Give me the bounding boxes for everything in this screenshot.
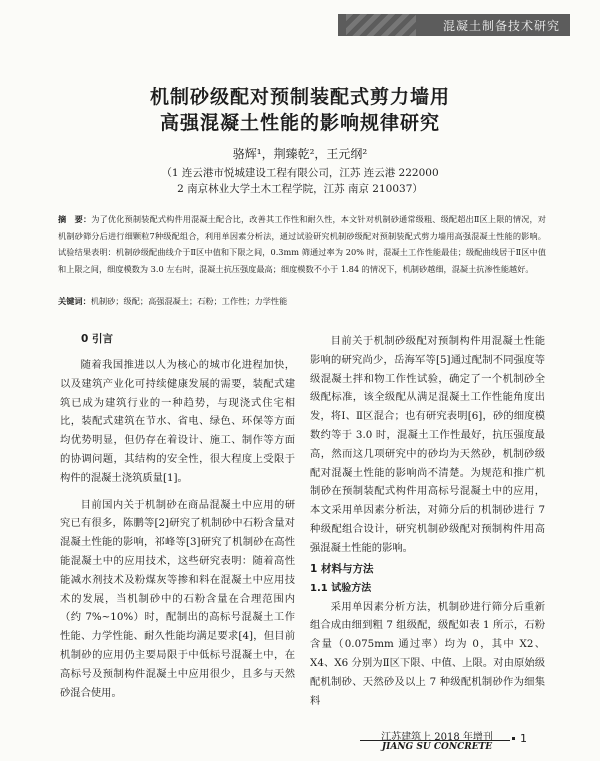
journal-section-label: 混凝土制备技术研究 <box>442 18 560 33</box>
author-list: 骆辉¹，荆臻乾²，王元纲² <box>232 147 368 161</box>
intro-paragraph-3: 目前关于机制砂级配对预制构件用混凝土性能影响的研究尚少，岳海军等[5]通过配制不同强度等级混凝土拌和物工作性试验，确定了一个机制砂全级配标准，该全级配从满足混凝土工作性能角度出发，将Ⅰ、Ⅱ区混合；也有研究表明[6]，砂的细度模数约等于 3.0 时，混凝土工作性最好，抗压强度最高，然而这几项研究中的砂均为天然砂，机制砂级配对混凝土性能的影响尚不清楚。为规范和推广机制砂在预制装配式构件用高标号混凝土中的应用，本文采用单因素分析法，对筛分后的机制砂进行 7 种级配组合设计，研究机制砂级配对预制构件用高强混凝土性能的影响。 <box>310 335 545 554</box>
keywords-text: 机制砂；级配；高强混凝土；石粉；工作性；力学性能 <box>90 296 288 306</box>
footer-bullet-icon <box>512 737 515 740</box>
intro-paragraph-2: 目前国内关于机制砂在商品混凝土中应用的研究已有很多，陈鹏等[2]研究了机制砂中石粉含量对混凝土性能的影响，祁峰等[3]研究了机制砂在高性能混凝土中的应用技术，这些研究表明：随着高性能减水剂技术及粉煤灰等掺和料在混凝土中应用技术的发展，当机制砂中的石粉含量在合理范围内（约 7%~10%）时，配制出的高标号混凝土工作性能、力学性能、耐久性能均满足要求[4]，但目前机制砂的应用仍主要局限于中低标号混凝土中，在高标号及预制构件混凝土中应用很少，且多与天然砂混合使用。 <box>60 498 295 699</box>
affiliation-2: 2 南京林业大学土木工程学院，江苏 南京 210037） <box>177 183 423 195</box>
abstract-text: 为了优化预制装配式构件用混凝土配合比，改善其工作性和耐久性，本文针对机制砂通常级粗、级配超出Ⅱ区上限的情况，对机制砂筛分后进行细颗粒7种级配组合，利用单因素分析法，通过试验研究机制砂级配对预制装配式剪力墙用高强混凝土性能的影响。试验结果表明：机制砂级配曲线介于Ⅱ区中值和下限之间，0.3mm 筛通过率为 20% 时，混凝土工作性能最佳；级配曲线居于Ⅱ区中值和上限之间，细度模数为 3.0 左右时，混凝土抗压强度最高；细度模数不小于 1.84 的情况下，机制砂越细，混凝土抗渗性能越好。 <box>58 214 546 274</box>
page-number: 1 <box>520 732 527 745</box>
paper-title-line-2: 高强混凝土性能的影响规律研究 <box>159 112 440 134</box>
section-1-1-heading: 1.1 试验方法 <box>310 582 372 594</box>
intro-paragraph-1: 随着我国推进以人为核心的城市化进程加快，以及建筑产业化可持续健康发展的需要，装配式建筑已成为建筑行业的一种趋势，与现浇式住宅相比，装配式建筑在节水、省电、绿色、环保等方面均优势明显，但仍存在着设计、施工、制作等方面的协调问题，其结构的安全性，很大程度上受限于构件的混凝土浇筑质量[1]。 <box>60 359 295 484</box>
abstract-label: 摘 要： <box>58 214 92 224</box>
section-1-heading: 1 材料与方法 <box>310 562 374 575</box>
paper-title-line-1: 机制砂级配对预制装配式剪力墙用 <box>149 86 450 108</box>
keywords <box>58 296 546 307</box>
footer-journal-english: JIANG SU CONCRETE <box>381 742 493 752</box>
journal-section-banner <box>338 14 570 36</box>
method-paragraph: 采用单因素分析方法，机制砂进行筛分后重新组合成由细到粗 7 组级配，级配如表 1 所示，石粉含量（0.075mm 通过率）均为 0，其中 X2、X4、X6 分别为Ⅱ区下限、中值、上限。对由原始级配机制砂、天然砂及以上 7 种级配机制砂作为细集料 <box>310 600 545 707</box>
banner-stripe-decoration <box>346 14 416 36</box>
section-0-heading: 0 引言 <box>81 333 113 345</box>
affiliation-1: （1 连云港市悦城建设工程有限公司，江苏 连云港 222000 <box>161 167 439 179</box>
keywords-label: 关键词： <box>58 296 91 306</box>
footer-rule <box>360 740 510 741</box>
abstract <box>58 211 546 277</box>
body-right-column <box>310 332 545 710</box>
body-left-column <box>60 330 295 702</box>
footer-journal-name: 江苏建筑上 2018 年增刊 <box>381 732 493 743</box>
